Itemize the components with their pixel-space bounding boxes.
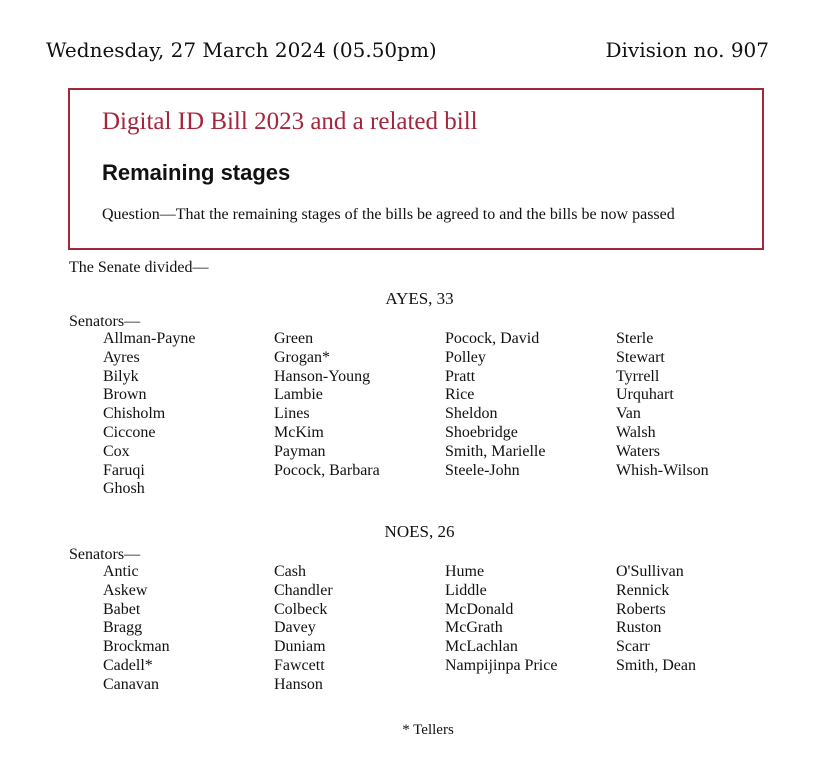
senator-name: Scarr [616, 638, 650, 656]
senator-name: Ruston [616, 619, 662, 637]
senator-name: Hanson [274, 675, 323, 693]
senator-name: Pocock, David [445, 330, 540, 347]
senator-name: Whish-Wilson [616, 461, 709, 479]
senator-name: Payman [274, 442, 326, 460]
senator-name: Rennick [616, 581, 670, 599]
senator-name: McKim [274, 423, 324, 441]
noes-column-3 [445, 563, 557, 676]
senator-name: Liddle [445, 581, 487, 599]
senator-name: Pocock, Barbara [274, 461, 380, 479]
senate-divided-text: The Senate divided— [69, 259, 209, 276]
senator-name: Van [616, 405, 641, 423]
senator-name: Allman-Payne [103, 330, 196, 347]
senator-name: Green [274, 330, 314, 347]
senator-name: Smith, Marielle [445, 442, 546, 460]
senator-name: Sterle [616, 330, 654, 347]
senator-name: Waters [616, 442, 661, 460]
senator-name: McLachlan [445, 638, 518, 656]
senator-name: Ghosh [103, 480, 145, 498]
senator-name: Colbeck [274, 600, 328, 618]
division-number: Division no. 907 [605, 38, 769, 62]
senator-name: Shoebridge [445, 423, 518, 441]
senator-name: Babet [103, 600, 141, 618]
senator-name: Cadell* [103, 656, 153, 674]
senator-name: Davey [274, 619, 316, 637]
senator-name: Brockman [103, 638, 170, 656]
question-text: Question—That the remaining stages of the bills be agreed to and the bills be now passed [102, 206, 675, 223]
senator-name: Lambie [274, 386, 323, 404]
noes-column-2 [274, 563, 333, 695]
senator-name: Pratt [445, 367, 476, 385]
ayes-column-3 [445, 330, 545, 480]
senator-name: Cash [274, 563, 306, 580]
senator-name: Grogan* [274, 348, 330, 366]
senator-name: Fawcett [274, 656, 325, 674]
senator-name: Hume [445, 563, 485, 580]
senator-name: Bragg [103, 619, 143, 637]
ayes-column-4 [616, 330, 709, 480]
senator-name: Walsh [616, 423, 656, 441]
senator-name: Smith, Dean [616, 656, 696, 674]
senator-name: Urquhart [616, 386, 674, 404]
senator-name: McDonald [445, 600, 514, 618]
senator-name: Antic [103, 563, 139, 580]
noes-column-1 [103, 563, 170, 695]
ayes-heading: AYES, 33 [385, 289, 454, 308]
senator-name: Polley [445, 348, 486, 366]
senator-name: Tyrrell [616, 367, 660, 385]
noes-senators-label: Senators— [69, 546, 141, 563]
senator-name: Bilyk [103, 367, 139, 385]
noes-heading: NOES, 26 [384, 522, 455, 541]
senator-name: Cox [103, 442, 130, 460]
division-date: Wednesday, 27 March 2024 (05.50pm) [46, 38, 437, 62]
senator-name: Ciccone [103, 423, 156, 441]
ayes-column-2 [274, 330, 380, 480]
senator-name: Rice [445, 386, 475, 404]
senator-name: Askew [103, 581, 148, 599]
senator-name: O'Sullivan [616, 563, 684, 580]
senator-name: Brown [103, 386, 147, 404]
senator-name: Nampijinpa Price [445, 656, 558, 674]
division-header [46, 38, 769, 68]
senator-name: Canavan [103, 675, 159, 693]
senator-name: Chandler [274, 581, 333, 599]
ayes-senators-label: Senators— [69, 313, 141, 330]
senator-name: Chisholm [103, 405, 166, 423]
senator-name: Stewart [616, 348, 665, 366]
senator-name: Duniam [274, 638, 326, 656]
senator-name: Roberts [616, 600, 666, 618]
senator-name: Sheldon [445, 405, 498, 423]
ayes-column-1 [103, 330, 195, 499]
senator-name: Hanson-Young [274, 367, 371, 385]
stage-heading: Remaining stages [102, 160, 291, 185]
senator-name: Faruqi [103, 461, 145, 479]
senator-name: Ayres [103, 348, 140, 366]
senator-name: Steele-John [445, 461, 520, 479]
senator-name: McGrath [445, 619, 503, 637]
noes-column-4 [616, 563, 696, 676]
tellers-footnote: * Tellers [402, 722, 454, 738]
senator-name: Lines [274, 405, 310, 423]
bill-box [68, 88, 764, 250]
bill-title: Digital ID Bill 2023 and a related bill [102, 108, 478, 135]
